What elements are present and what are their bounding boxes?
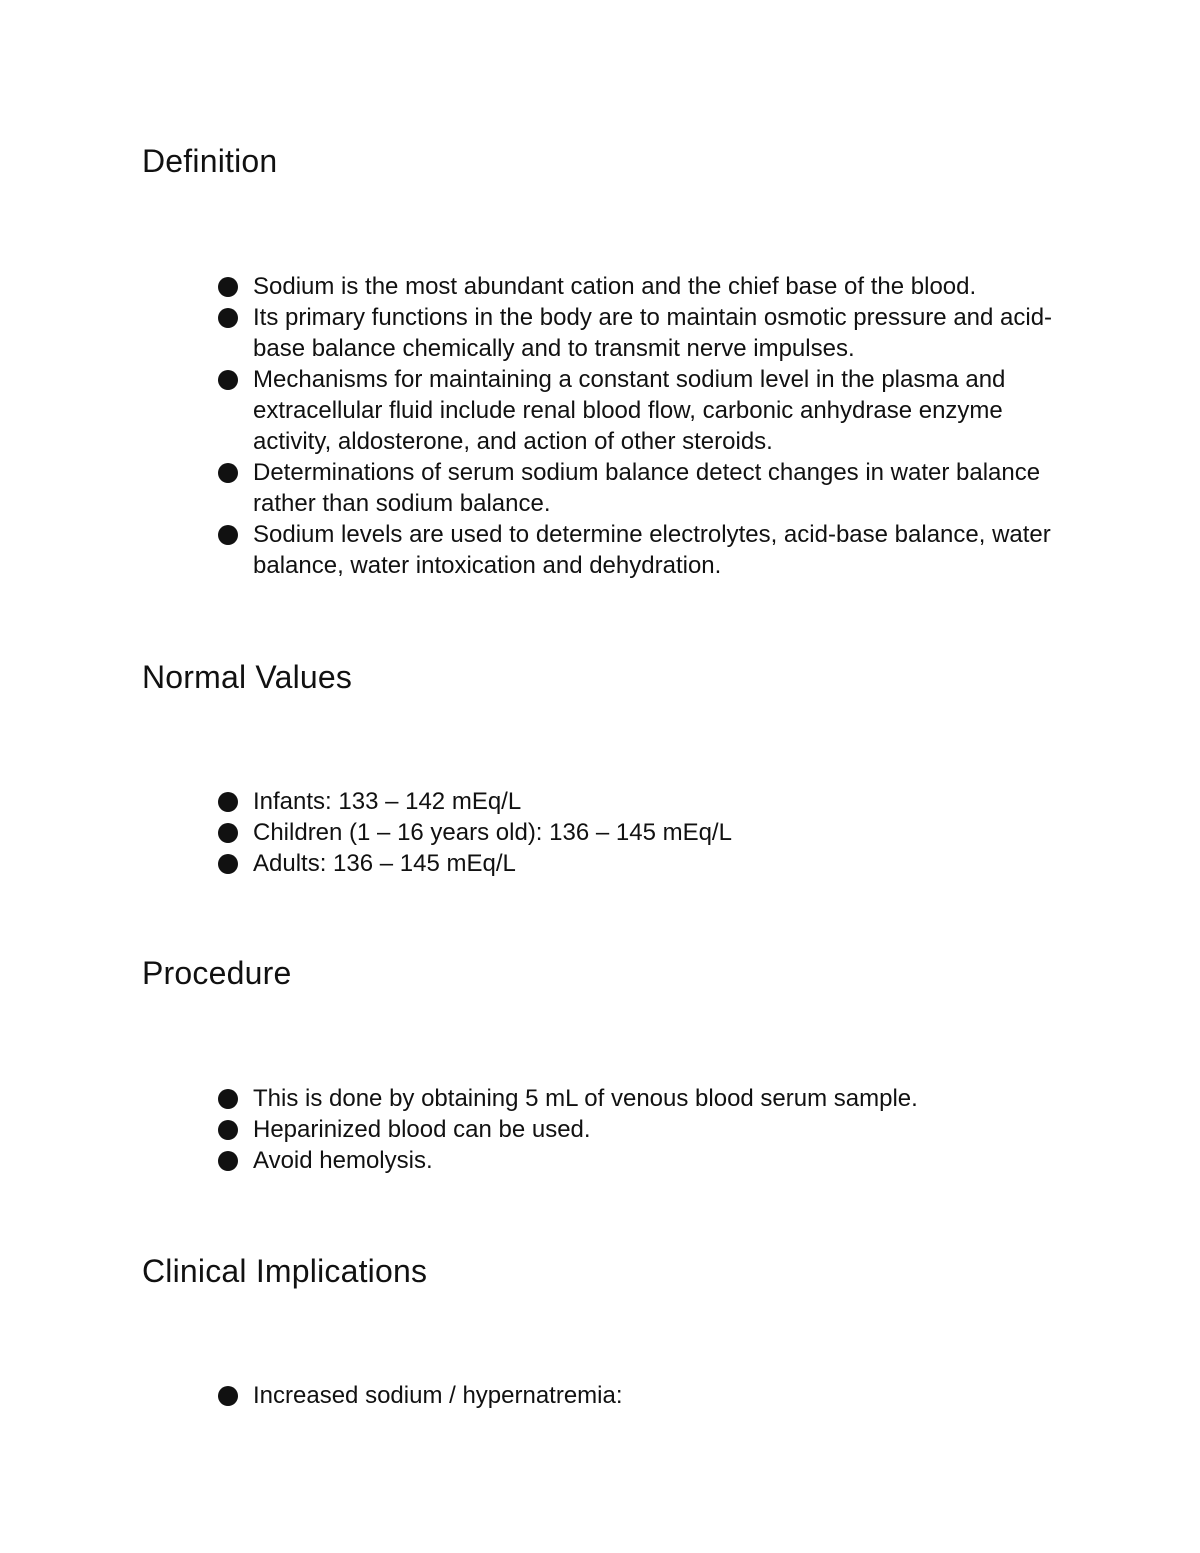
definition-list [218,271,1078,581]
list-item-text: Determinations of serum sodium balance detect changes in water balance rather than sodium balance. [253,459,1041,517]
list-item [218,848,1078,879]
list-item [218,817,1078,848]
list-item [218,364,1078,457]
section-heading-clinical-implications: Clinical Implications [142,1253,428,1289]
bullet-icon [218,1386,238,1406]
bullet-icon [218,1120,238,1140]
bullet-icon [218,463,238,483]
list-item [218,1114,1078,1145]
procedure-list [218,1083,1078,1176]
list-item [218,786,1078,817]
list-item-text: Avoid hemolysis. [253,1147,433,1174]
list-item [218,1380,1078,1411]
clinical-implications-list [218,1380,1078,1411]
list-item-text: Children (1 – 16 years old): 136 – 145 mEq/L [253,819,732,846]
list-item [218,519,1078,581]
list-item [218,271,1078,302]
bullet-icon [218,823,238,843]
section-heading-procedure: Procedure [142,955,292,991]
section-heading-definition: Definition [142,143,278,179]
bullet-icon [218,308,238,328]
bullet-icon [218,277,238,297]
list-item-text: Mechanisms for maintaining a constant sodium level in the plasma and extracellular fluid include renal blood flow, carbonic anhydrase enzyme activity, aldosterone, and action of other steroids. [253,366,1006,455]
list-item-text: Heparinized blood can be used. [253,1116,591,1143]
bullet-icon [218,370,238,390]
bullet-icon [218,792,238,812]
list-item [218,457,1078,519]
list-item-text: Its primary functions in the body are to maintain osmotic pressure and acid-base balance chemically and to transmit nerve impulses. [253,304,1053,362]
list-item-text: Infants: 133 – 142 mEq/L [253,788,522,815]
list-item-text: Sodium is the most abundant cation and the chief base of the blood. [253,273,977,300]
list-item [218,1145,1078,1176]
list-item-text: This is done by obtaining 5 mL of venous blood serum sample. [253,1085,918,1112]
list-item-text: Sodium levels are used to determine electrolytes, acid-base balance, water balance, water intoxication and dehydration. [253,521,1051,579]
bullet-icon [218,854,238,874]
bullet-icon [218,1089,238,1109]
section-heading-normal-values: Normal Values [142,659,353,695]
bullet-icon [218,525,238,545]
list-item-text: Adults: 136 – 145 mEq/L [253,850,516,877]
list-item-text: Increased sodium / hypernatremia: [253,1382,623,1409]
bullet-icon [218,1151,238,1171]
list-item [218,302,1078,364]
normal-values-list [218,786,1078,879]
list-item [218,1083,1078,1114]
